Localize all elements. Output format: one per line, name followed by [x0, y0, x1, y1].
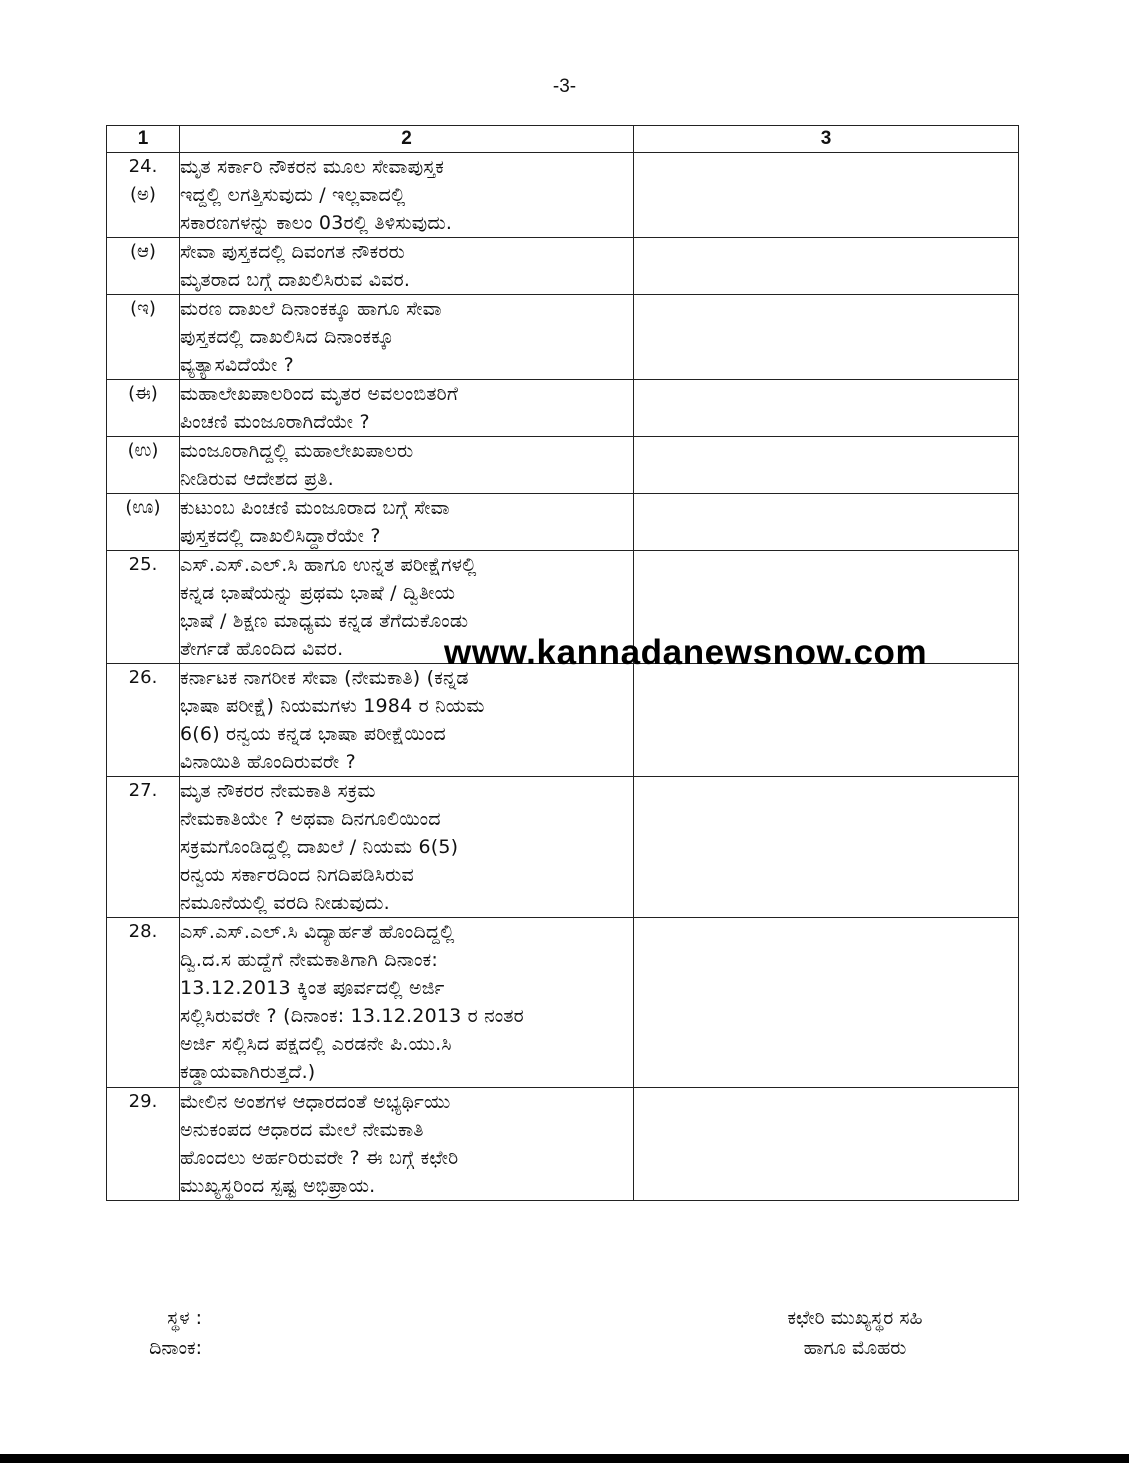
remarks-cell[interactable]: [634, 437, 1019, 494]
seal-label: ಹಾಗೂ ಮೊಹರು: [803, 1337, 907, 1359]
remarks-cell[interactable]: [634, 238, 1019, 295]
remarks-cell[interactable]: [634, 918, 1019, 1088]
item-description: ಮಹಾಲೇಖಪಾಲರಿಂದ ಮೃತರ ಅವಲಂಬಿತರಿಗೆ ಪಿಂಚಣಿ ಮಂಜೂರಾಗಿದೆಯೇ ?: [180, 380, 634, 437]
item-number: (ಈ): [107, 380, 180, 437]
column-header-2: 2: [180, 126, 634, 153]
table-row: [107, 494, 1019, 551]
place-date-block: [112, 1303, 202, 1363]
item-description: ಮೃತ ನೌಕರರ ನೇಮಕಾತಿ ಸಕ್ರಮ ನೇಮಕಾತಿಯೇ ? ಅಥವಾ ದಿನಗೂಲಿಯಿಂದ ಸಕ್ರಮಗೊಂಡಿದ್ದಲ್ಲಿ ದಾಖಲೆ / ನಿಯಮ 6(5) ರನ್ವಯ ಸರ್ಕಾರದಿಂದ ನಿಗದಿಪಡಿಸಿರುವ ನಮೂನೆಯಲ್ಲಿ ವರದಿ ನೀಡುವುದು.: [180, 777, 634, 918]
item-number: 28.: [107, 918, 180, 1088]
item-description: ಕುಟುಂಬ ಪಿಂಚಣಿ ಮಂಜೂರಾದ ಬಗ್ಗೆ ಸೇವಾ ಪುಸ್ತಕದಲ್ಲಿ ದಾಖಲಿಸಿದ್ದಾರೆಯೇ ?: [180, 494, 634, 551]
column-header-1: 1: [107, 126, 180, 153]
remarks-cell[interactable]: [634, 777, 1019, 918]
item-description: ಮಂಜೂರಾಗಿದ್ದಲ್ಲಿ ಮಹಾಲೇಖಪಾಲರು ನೀಡಿರುವ ಆದೇಶದ ಪ್ರತಿ.: [180, 437, 634, 494]
table-row: [107, 238, 1019, 295]
item-number: (ಆ): [107, 238, 180, 295]
table-header-row: [107, 126, 1019, 153]
item-description: ಸೇವಾ ಪುಸ್ತಕದಲ್ಲಿ ದಿವಂಗತ ನೌಕರರು ಮೃತರಾದ ಬಗ್ಗೆ ದಾಖಲಿಸಿರುವ ವಿವರ.: [180, 238, 634, 295]
item-description: ಮರಣ ದಾಖಲೆ ದಿನಾಂಕಕ್ಕೂ ಹಾಗೂ ಸೇವಾ ಪುಸ್ತಕದಲ್ಲಿ ದಾಖಲಿಸಿದ ದಿನಾಂಕಕ್ಕೂ ವ್ಯತ್ಯಾಸವಿದೆಯೇ ?: [180, 295, 634, 380]
page-number: -3-: [552, 76, 577, 97]
signature-block: [735, 1303, 975, 1363]
item-number: (ಊ): [107, 494, 180, 551]
item-description: ಮೃತ ಸರ್ಕಾರಿ ನೌಕರನ ಮೂಲ ಸೇವಾಪುಸ್ತಕ ಇದ್ದಲ್ಲಿ ಲಗತ್ತಿಸುವುದು / ಇಲ್ಲವಾದಲ್ಲಿ ಸಕಾರಣಗಳನ್ನು ಕಾಲಂ 03ರಲ್ಲಿ ತಿಳಿಸುವುದು.: [180, 153, 634, 238]
item-description: ಮೇಲಿನ ಅಂಶಗಳ ಆಧಾರದಂತೆ ಅಭ್ಯರ್ಥಿಯು ಅನುಕಂಪದ ಆಧಾರದ ಮೇಲೆ ನೇಮಕಾತಿ ಹೊಂದಲು ಅರ್ಹರಿರುವರೇ ? ಈ ಬಗ್ಗೆ ಕಛೇರಿ ಮುಖ್ಯಸ್ಥರಿಂದ ಸ್ಪಷ್ಟ ಅಭಿಪ್ರಾಯ.: [180, 1088, 634, 1201]
table-row: [107, 1088, 1019, 1201]
item-number: 24. (ಅ): [107, 153, 180, 238]
date-label: ದಿನಾಂಕ:: [149, 1337, 202, 1359]
item-description: ಎಸ್.ಎಸ್.ಎಲ್.ಸಿ ಹಾಗೂ ಉನ್ನತ ಪರೀಕ್ಷೆಗಳಲ್ಲಿ ಕನ್ನಡ ಭಾಷೆಯನ್ನು ಪ್ರಥಮ ಭಾಷೆ / ದ್ವಿತೀಯ ಭಾಷೆ / ಶಿಕ್ಷಣ ಮಾಧ್ಯಮ ಕನ್ನಡ ತೆಗೆದುಕೊಂಡು ತೇರ್ಗಡೆ ಹೊಂದಿದ ವಿವರ.: [180, 551, 634, 664]
watermark: www.kannadanewsnow.com: [444, 633, 928, 672]
remarks-cell[interactable]: [634, 664, 1019, 777]
item-description: ಕರ್ನಾಟಕ ನಾಗರೀಕ ಸೇವಾ (ನೇಮಕಾತಿ) (ಕನ್ನಡ ಭಾಷಾ ಪರೀಕ್ಷೆ) ನಿಯಮಗಳು 1984 ರ ನಿಯಮ 6(6) ರನ್ವಯ ಕನ್ನಡ ಭಾಷಾ ಪರೀಕ್ಷೆಯಿಂದ ವಿನಾಯಿತಿ ಹೊಂದಿರುವರೇ ?: [180, 664, 634, 777]
remarks-cell[interactable]: [634, 1088, 1019, 1201]
item-number: 29.: [107, 1088, 180, 1201]
table-row: [107, 777, 1019, 918]
table-row: [107, 153, 1019, 238]
remarks-cell[interactable]: [634, 153, 1019, 238]
item-number: (ಇ): [107, 295, 180, 380]
remarks-cell[interactable]: [634, 494, 1019, 551]
item-number: 26.: [107, 664, 180, 777]
table-row: [107, 295, 1019, 380]
item-number: (ಉ): [107, 437, 180, 494]
item-description: ಎಸ್.ಎಸ್.ಎಲ್.ಸಿ ವಿದ್ಯಾರ್ಹತೆ ಹೊಂದಿದ್ದಲ್ಲಿ ದ್ವಿ.ದ.ಸ ಹುದ್ದೆಗೆ ನೇಮಕಾತಿಗಾಗಿ ದಿನಾಂಕ: 13.12.2013 ಕ್ಕಿಂತ ಪೂರ್ವದಲ್ಲಿ ಅರ್ಜಿ ಸಲ್ಲಿಸಿರುವರೇ ? (ದಿನಾಂಕ: 13.12.2013 ರ ನಂತರ ಅರ್ಜಿ ಸಲ್ಲಿಸಿದ ಪಕ್ಷದಲ್ಲಿ ಎರಡನೇ ಪಿ.ಯು.ಸಿ ಕಡ್ಡಾಯವಾಗಿರುತ್ತದೆ.): [180, 918, 634, 1088]
place-label: ಸ್ಥಳ :: [167, 1307, 202, 1329]
signature-label: ಕಛೇರಿ ಮುಖ್ಯಸ್ಥರ ಸಹಿ: [787, 1307, 923, 1329]
table-row: [107, 380, 1019, 437]
table-row: [107, 918, 1019, 1088]
remarks-cell[interactable]: [634, 380, 1019, 437]
table-row: [107, 664, 1019, 777]
table-row: [107, 437, 1019, 494]
column-header-3: 3: [634, 126, 1019, 153]
item-number: 25.: [107, 551, 180, 664]
remarks-cell[interactable]: [634, 295, 1019, 380]
item-number: 27.: [107, 777, 180, 918]
bottom-border: [0, 1454, 1129, 1463]
